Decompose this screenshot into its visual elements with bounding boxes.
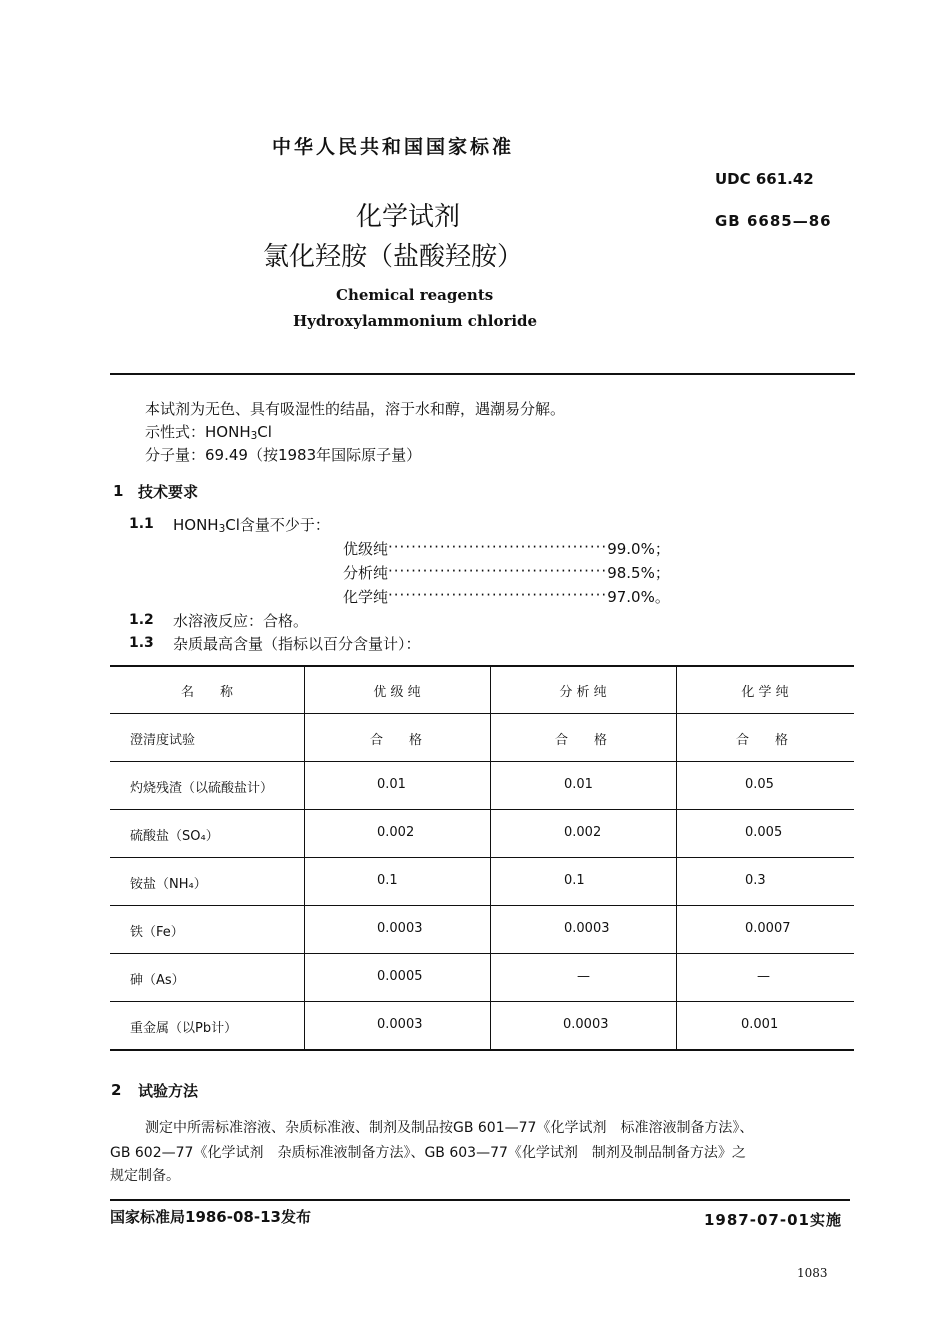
grade-2: 分析纯 ······································ 98.5%； bbox=[343, 562, 670, 582]
formula-main: HONH bbox=[205, 423, 251, 441]
table-cell: 0.0005 bbox=[377, 969, 423, 984]
table-row-rule bbox=[110, 905, 854, 906]
table-row-name: 铁（Fe） bbox=[130, 925, 184, 940]
table-header-cell: 名 称 bbox=[180, 685, 233, 700]
title-cn-line1: 化学试剂 bbox=[356, 202, 461, 232]
table-row-rule bbox=[110, 761, 854, 762]
footer-rule bbox=[110, 1199, 850, 1201]
grade-3: 化学纯 ······································ 97.0%。 bbox=[343, 586, 670, 606]
section1-number: 1 bbox=[113, 482, 124, 500]
table-cell: 0.01 bbox=[564, 777, 593, 792]
issued-date: 国家标准局1986-08-13发布 bbox=[110, 1208, 311, 1226]
table-header-cell: 化 学 纯 bbox=[741, 685, 789, 700]
intro-description: 本试剂为无色、具有吸湿性的结晶，溶于水和醇，遇潮易分解。 bbox=[145, 400, 566, 418]
table-row-name: 砷（As） bbox=[130, 973, 185, 988]
section2-number: 2 bbox=[111, 1081, 122, 1099]
header-rule bbox=[110, 373, 855, 375]
table-cell: 0.0003 bbox=[377, 921, 423, 936]
table-row-rule bbox=[110, 857, 854, 858]
table-cell: 0.3 bbox=[745, 873, 766, 888]
table-cell: 0.0003 bbox=[564, 921, 610, 936]
title-en-line2: Hydroxylammonium chloride bbox=[293, 312, 538, 330]
table-cell: 0.002 bbox=[564, 825, 602, 840]
table-cell: 0.005 bbox=[745, 825, 783, 840]
table-cell: — bbox=[577, 969, 590, 984]
grade-3-name: 化学纯 bbox=[343, 588, 389, 606]
table-cell: 0.0007 bbox=[745, 921, 791, 936]
udc-code: UDC 661.42 bbox=[715, 170, 814, 188]
table-row-name: 硫酸盐（SO₄） bbox=[130, 829, 219, 844]
molecular-weight: 分子量：69.49（按1983年国际原子量） bbox=[145, 446, 422, 464]
table-cell: 合 格 bbox=[370, 733, 423, 748]
s11-text bbox=[173, 514, 330, 535]
s11-text-sub: 3 bbox=[218, 523, 226, 536]
grade-1: 优级纯 ······································ 99.0%； bbox=[343, 538, 670, 558]
table-row-name: 铵盐（NH₄） bbox=[130, 877, 207, 892]
table-cell: 0.1 bbox=[377, 873, 398, 888]
table-row-name: 重金属（以Pb计） bbox=[130, 1021, 238, 1036]
table-col-rule bbox=[676, 665, 677, 1050]
grade-1-value: 99.0%； bbox=[607, 540, 670, 558]
table-cell: 0.0003 bbox=[377, 1017, 423, 1032]
table-row-name: 澄清度试验 bbox=[130, 733, 196, 748]
section2-title: 试验方法 bbox=[138, 1082, 199, 1100]
section2-line3: 规定制备。 bbox=[110, 1168, 180, 1184]
page-number: 1083 bbox=[797, 1266, 828, 1280]
table-cell: — bbox=[757, 969, 770, 984]
title-en-line1: Chemical reagents bbox=[336, 286, 494, 304]
grade-2-name: 分析纯 bbox=[343, 564, 389, 582]
formula-label: 示性式： bbox=[145, 423, 206, 441]
table-top-rule bbox=[110, 665, 854, 667]
national-standard-title: 中华人民共和国国家标准 bbox=[272, 136, 515, 158]
table-cell: 0.002 bbox=[377, 825, 415, 840]
table-cell: 0.1 bbox=[564, 873, 585, 888]
table-header-cell: 优 级 纯 bbox=[373, 685, 421, 700]
s11-number: 1.1 bbox=[129, 516, 154, 532]
table-row-rule bbox=[110, 1001, 854, 1002]
table-cell: 合 格 bbox=[736, 733, 789, 748]
effective-date: 1987-07-01实施 bbox=[704, 1211, 842, 1229]
section2-line2: GB 602—77《化学试剂 杂质标准液制备方法》、GB 603—77《化学试剂 制剂及制品制备方法》之 bbox=[110, 1145, 746, 1161]
table-header-rule bbox=[110, 713, 854, 714]
gb-code: GB 6685—86 bbox=[715, 212, 832, 230]
section1-title: 技术要求 bbox=[138, 483, 199, 501]
table-row-rule bbox=[110, 809, 854, 810]
table-row-name: 灼烧残渣（以硫酸盐计） bbox=[130, 781, 274, 796]
section2-line1: 测定中所需标准溶液、杂质标准液、制剂及制品按GB 601—77《化学试剂 标准溶液制备方法》、 bbox=[145, 1120, 754, 1136]
table-col-rule bbox=[304, 665, 305, 1050]
table-header-cell: 分 析 纯 bbox=[559, 685, 607, 700]
grade-3-value: 97.0%。 bbox=[607, 588, 670, 606]
table-cell: 合 格 bbox=[555, 733, 608, 748]
s12-text: 水溶液反应：合格。 bbox=[173, 612, 309, 630]
table-bottom-rule bbox=[110, 1049, 854, 1051]
table-row-rule bbox=[110, 953, 854, 954]
grade-1-name: 优级纯 bbox=[343, 540, 389, 558]
s11-text-pre: HONH bbox=[173, 516, 219, 534]
s12-number: 1.2 bbox=[129, 612, 154, 628]
s13-text: 杂质最高含量（指标以百分含量计）： bbox=[173, 635, 421, 653]
s11-text-post: Cl含量不少于： bbox=[225, 516, 330, 534]
formula-tail: Cl bbox=[257, 423, 272, 441]
table-cell: 0.01 bbox=[377, 777, 406, 792]
table-cell: 0.0003 bbox=[563, 1017, 609, 1032]
formula-line bbox=[145, 421, 272, 442]
s13-number: 1.3 bbox=[129, 635, 154, 651]
table-cell: 0.001 bbox=[741, 1017, 779, 1032]
grade-2-value: 98.5%； bbox=[607, 564, 670, 582]
table-col-rule bbox=[490, 665, 491, 1050]
title-cn-line2: 氯化羟胺（盐酸羟胺） bbox=[263, 242, 524, 272]
table-cell: 0.05 bbox=[745, 777, 774, 792]
formula-sub: 3 bbox=[250, 430, 258, 443]
